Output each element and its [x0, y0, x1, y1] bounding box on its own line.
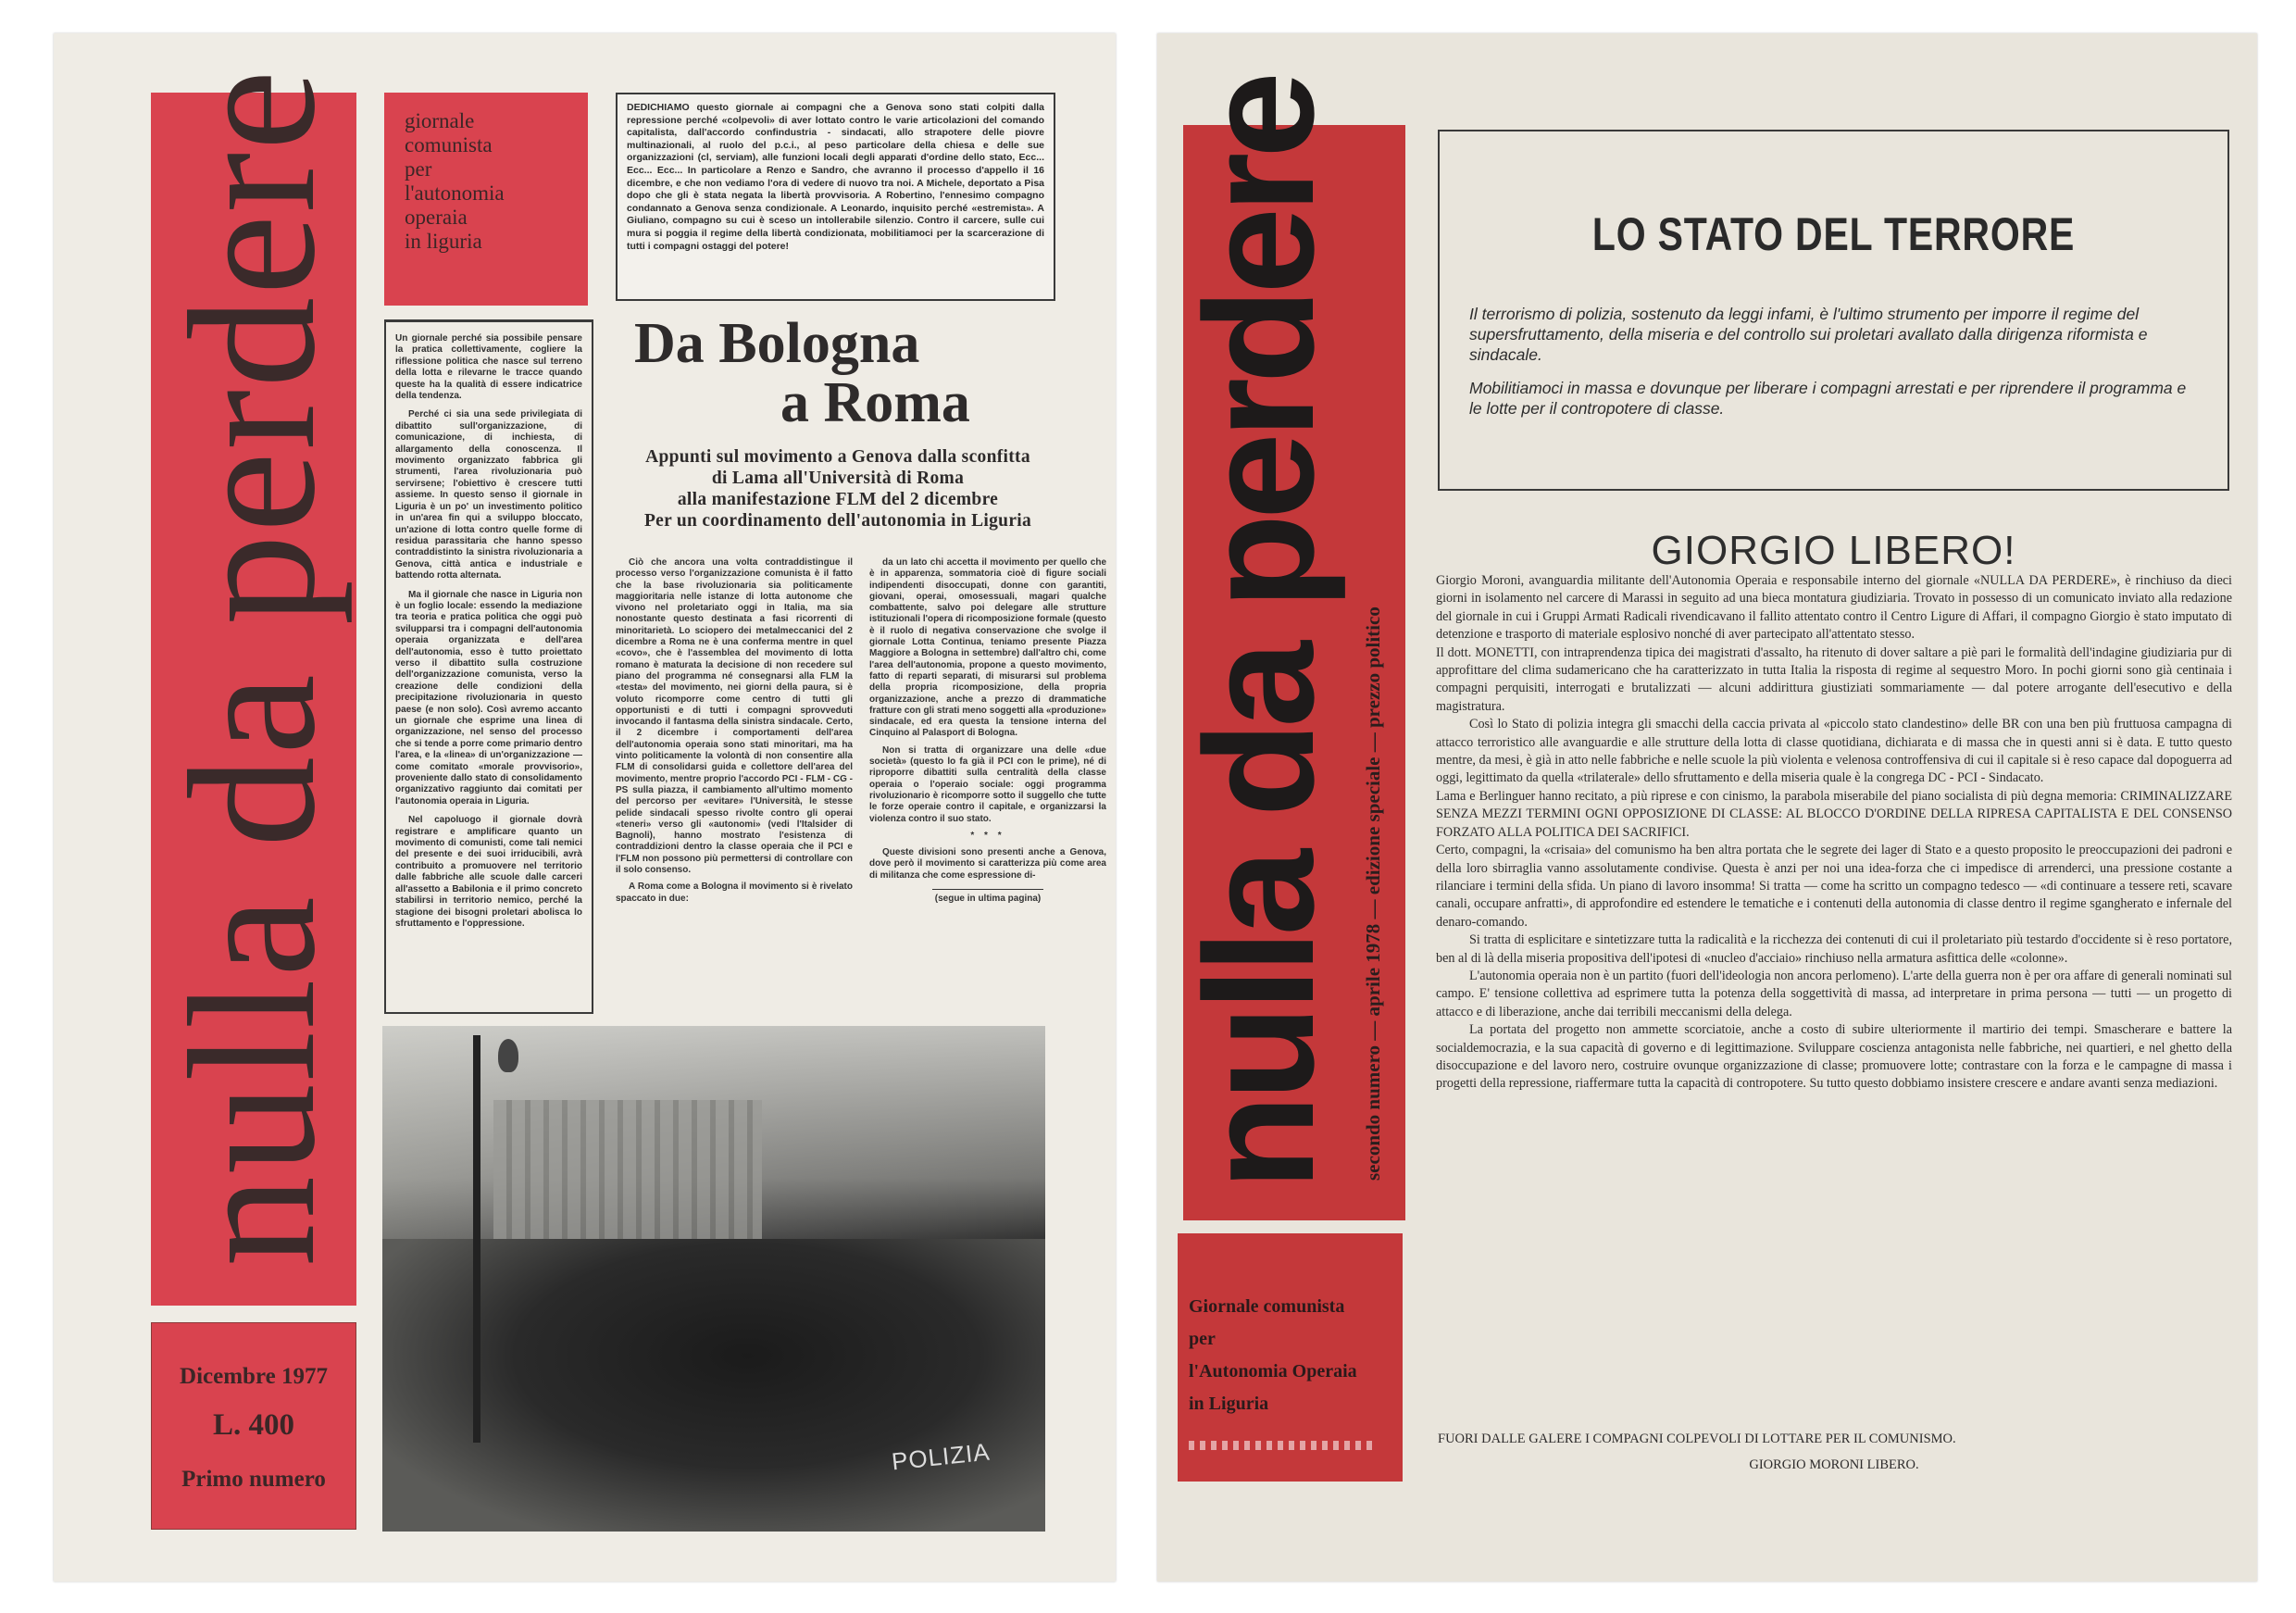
- article-paragraph: da un lato chi accetta il movimento per quello che è in apparenza, sommatoria cioè di figure sociali indipendenti disoccupati, donne con garantiti, giovani, operai, omosessuali, magari qualche combattente, salvo poi delegare alle strutture istituzionali l'opera di ricomposizione formale (questo è il ruolo di negativa conservazione che svolge il giornale Lotta Continua, teniamo presente Piazza Maggiore a Bologna in settembre) dall'altro chi, come l'area dell'autonomia, propone a questo movimento, fatto di reparti separati, di misurarsi sul problema della propria ricomposizione, della propria organizzazione, anche a prezzo di drammatiche fratture con gli strati meno soggetti alla «produzione» sindacale, ed era questa la tensione interna del Cinquino al Palasport di Bologna.: [869, 557, 1106, 739]
- edition-line: secondo numero — aprile 1978 — edizione speciale — prezzo politico: [1362, 606, 1384, 1181]
- closing-slogans: [1436, 1428, 2232, 1476]
- body-paragraph: Il dott. MONETTI, con intraprendenza tipica dei magistrati d'assalto, ha ritenuto di dover saltare a piè pari le formalità dell'indagine giudiziaria pur di approfittare del clima sudamericano che ha caratterizzato in tutta Italia la risposta di regime al sequestro Moro. In pochi giorni sono già centinaia i compagni perquisiti, interrogati e brutalizzati — alcuni addirittura giustiziati sommariamente — dal potere arrogante dell'esecutivo e della magistratura.: [1436, 644, 2232, 714]
- issue-price: L. 400: [212, 1408, 294, 1442]
- newspaper-page-1: [54, 33, 1116, 1582]
- photo-lamp: [498, 1039, 518, 1072]
- masthead-strip: [1172, 77, 1405, 1220]
- editorial-paragraph: Ma il giornale che nasce in Liguria non è un foglio locale: essendo la mediazione tra teoria e pratica politica che oggi può svilupparsi tra i compagni dell'autonomia operaia organizzata e dell'area dell'autonomia, esso è tutto proiettato verso il dibattito sulla costruzione dell'organizzazione comunista, verso la creazione delle condizioni della precipitazione rivoluzionaria in questo paese (e non solo). Così avremo accanto un giornale che esprime una linea di organizzazione, nel senso del processo che si tende a porre come primario dentro l'area, e la «linea» di un'organizzazione — come comitato «morale provvisorio», proveniente dallo stato di consolidamento organizzativo raggiunto dai comitati per l'autonomia operaia in Liguria.: [395, 589, 582, 806]
- intro-paragraph: Mobilitiamoci in massa e dovunque per liberare i compagni arrestati e per riprendere il programma e le lotte per il contropotere di classe.: [1469, 379, 2187, 418]
- subtitle-line: Appunti sul movimento a Genova dalla sconfitta: [645, 447, 1030, 467]
- body-paragraph: Giorgio Moroni, avanguardia militante dell'Autonomia Operaia e responsabile interno del giornale «NULLA DA PERDERE», è rinchiuso da dieci giorni in isolamento nel carcere di Marassi in seguito ad una bieca montatura giudiziaria. Trovato in possesso di un comunicato inviato alla redazione del giornale in cui i Gruppi Armati Radicali rivendicavano il fallito attentato contro il Centro Ligure di Affari, il compagno Giorgio è stato imputato di detenzione e trasporto di materiale esplosivo nonché di aver partecipato all'attentato stesso.: [1436, 573, 2232, 643]
- tagline-line: per: [405, 157, 432, 181]
- dedication-box: DEDICHIAMO questo giornale ai compagni che a Genova sono stati colpiti dalla repressione perché «colpevoli» di aver lottato contro le varie articolazioni del comando capitalista, dall'accordo confindustria - sindacati, allo strapotere delle piovre multinazionali, al ruolo del p.c.i., al peso particolare della chiesa e delle sue organizzazioni (cl, serviam), alle funzioni locali degli apparati d'ordine dello stato, Ecc... Ecc... Ecc... In particolare a Renzo e Sandro, che avranno il processo d'appello il 16 dicembre, e che non vediamo l'ora di vedere di nuovo tra noi. A Michele, deportato a Pisa dopo che gli è stata negata la libertà provvisoria. A Robertino, l'ennesimo compagno condannato a Genova senza condizionale. A Leonardo, inquisito perché «estremista». A Giuliano, compagno su cui è sceso un intollerabile silenzio. Contro il carcere, sulle cui mura si poggia il regime della libertà condizionata, mobilitiamoci per la scarcerazione di tutti i compagni ostaggi del potere!: [616, 93, 1055, 301]
- article-body: [1436, 572, 2232, 1094]
- masthead-strip: [151, 68, 356, 1306]
- editorial-paragraph: Nel capoluogo il giornale dovrà registrare e amplificare quanto un movimento di comunisti, come tali nemici del presente e dei suoi irriducibili, avrà contribuito a promuovere nel territorio dalle fabbriche alle scuole dalle carceri all'assetto a Babilonia e il primo concreto stabilirsi in territorio nemico, perché la stagione dei bisogni proletari abolisca lo sfruttamento e l'oppressione.: [395, 815, 582, 929]
- editorial-paragraph: Un giornale perché sia possibile pensare la pratica collettivamente, cogliere la riflessione politica che nasce sul terreno della lotta e rilevarne le tracce quando queste ha la qualità di essere indicatrice della tendenza.: [395, 333, 582, 402]
- sub-headline: GIORGIO LIBERO!: [1651, 528, 2016, 573]
- article-column-2: [869, 557, 1106, 1039]
- body-paragraph: La portata del progetto non ammette scorciatoie, anche a costo di subire ulteriormente il martirio dei tempi. Smascherare e battere la socialdemocrazia, e la sua capacità di governo e di legittimazione. Sviluppare coscienza antagonista nelle fabbriche, nei quartieri, e nel ghetto della disoccupazione e del lavoro nero, costruire ovunque organizzazione di classe; promuovere lotte; contrastare con la forza e le campagne di massa i progetti della repressione, riaffermare tutta la capacità di contropotere. Su tutto questo dobbiamo insistere crescere e andare avanti senza mediazioni.: [1436, 1022, 2232, 1092]
- slogan-line: GIORGIO MORONI LIBERO.: [1749, 1457, 1919, 1472]
- subtitle-line: alla manifestazione FLM del 2 dicembre: [677, 490, 999, 509]
- article-column-1: [616, 557, 853, 1039]
- issue-number: Primo numero: [181, 1467, 326, 1492]
- masthead-title: nulla da perdere: [152, 68, 353, 1267]
- body-paragraph: Così lo Stato di polizia integra gli smacchi della caccia privata al «piccolo stato clandestino» delle BR con una ben più fruttuosa campagna di attacco terroristico alle avanguardie e alle strutture della lotta di classe quotidiana, dichiarata e di massa che in questi anni si è data. E tutto questo mentre, da mesi, è già in atto nelle fabbriche e nelle scuole la più violenta e velenosa controffensiva di cui il capitale si è reso capace dal dopoguerra ad oggi, legittimato da quella «trilaterale» dello sfruttamento e della miseria quale è la congrega DC - PCI - Sindacato.: [1436, 717, 2232, 786]
- faded-print-mark: [1189, 1441, 1374, 1450]
- tagline-line: per: [1189, 1329, 1216, 1349]
- editorial-paragraph: Perché ci sia una sede privilegiata di dibattito sull'organizzazione, di comunicazione, di inchiesta, di allargamento della conoscenza. Il movimento organizzato fabbrica gli strumenti, l'area rivoluzionaria può servirsene; l'obiettivo è crescere tutti assieme. In questo senso il giornale in Liguria è un po' un investimento politico in un'area fin qui a sviluppo bloccato, un'azione di lotta contro quelle forme di residua parassitaria che hanno spesso contraddistinto la sinistra rivoluzionaria a Genova, città antica e industriale e battendo rotta alternata.: [395, 409, 582, 581]
- headline-line-1: Da Bologna: [634, 312, 920, 375]
- issue-date: Dicembre 1977: [180, 1364, 328, 1389]
- photo-banner-text: POLIZIA: [890, 1437, 992, 1476]
- headline-intro: [1469, 304, 2202, 431]
- headline-line-2: a Roma: [780, 371, 970, 434]
- tagline-line: Giornale comunista: [1189, 1296, 1345, 1317]
- newspaper-page-2: [1157, 33, 2257, 1582]
- tagline-line: in liguria: [405, 230, 482, 253]
- headline-box: [1438, 130, 2229, 491]
- article-headline: [616, 312, 1060, 531]
- masthead-title: nulla da perdere: [1172, 77, 1346, 1190]
- article-paragraph: Ciò che ancora una volta contraddistingue il processo verso l'organizzazione comunista è il fatto che la base rivoluzionaria sia politicamente maggioritaria nelle istanze di lotta autonome che vivono nel proletariato oggi in Italia, ma sia nonostante questo destinata a fasi ricorrenti di minoritarietà. Lo sciopero dei metalmeccanici del 2 dicembre a Roma ne è una conferma mentre in quel «covo», che è l'assemblea del movimento di lotta romano è maturata la decisione di non recedere sul piano del programma né consegnarsi alla FLM la «testa» del movimento, nei giorni della paura, si è voluto ricomporre come centro di tutti gli opportunisti e di tutti i compagni sprovveduti invocando il fantasma della sinistra sindacale. Certo, il 2 dicembre i comportamenti dell'area dell'autonomia operaia sono stati minoritari, ma ha vinto politicamente la volontà di non consentire alla FLM di consolidarsi guida e collettore dell'area del movimento, mentre proprio l'accordo PCI - FLM - CG - PS sulla piazza, il cambiamento all'ultimo momento del percorso per «evitare» l'Università, le stesse pelide sindacali spesso rivolte contro gli operai «teneri» verso gli «autonomi» (vedi l'Italsider di Bagnoli), hanno mostrato l'esistenza di contraddizioni dentro la classe operaia che il PCI e l'FLM non possono più permettersi di controllare con il solo consenso.: [616, 557, 853, 876]
- subtitle-line: di Lama all'Università di Roma: [711, 469, 965, 488]
- body-paragraph: L'autonomia operaia non è un partito (fuori dell'ideologia non ancora perlomeno). L'arte della guerra non è per ora affare di generali nominati sul campo. E' tensione collettiva ad esprimere tutta la potenza della soggettività di massa, ad interpretare in prima persona — tutti — un progetto di attacco e di liberazione, anche dai terribili meccanismi della delega.: [1436, 968, 2232, 1019]
- article-subtitle: [616, 446, 1060, 531]
- intro-paragraph: Il terrorismo di polizia, sostenuto da leggi infami, è l'ultimo strumento per imporre il regime del supersfruttamento, della miseria e del controllo sui proletari avallato dalla dirigenza riformista e sindacale.: [1469, 305, 2148, 364]
- slogan-line: FUORI DALLE GALERE I COMPAGNI COLPEVOLI DI LOTTARE PER IL COMUNISMO.: [1438, 1432, 1956, 1446]
- article-paragraph: A Roma come a Bologna il movimento si è rivelato spaccato in due:: [616, 882, 853, 904]
- tagline-line: operaia: [405, 206, 468, 229]
- tagline-line: comunista: [405, 133, 493, 156]
- issue-info-box: [151, 1322, 356, 1530]
- tagline-box: [1178, 1233, 1403, 1482]
- tagline-line: giornale: [405, 109, 475, 132]
- article-paragraph: Non si tratta di organizzare una delle «due società» (questo lo fa già il PCI con le prime), né di riproporre dibattiti sulla centralità della classe operaia o l'operaio sociale: oggi programma rivoluzionario è ricomporre sotto il suggello che tutte le forze operaie contro il capitale, e organizzarsi la violenza contro il suo stato.: [869, 744, 1106, 824]
- demonstration-photo: [382, 1026, 1045, 1532]
- editorial-column: [384, 319, 593, 1014]
- tagline-line: l'Autonomia Operaia: [1189, 1361, 1357, 1382]
- continued-note: (segue in ultima pagina): [932, 889, 1043, 905]
- body-paragraph: Certo, compagni, la «crisaia» del comunismo ha ben altra portata che le segrete dei lager di Stato e a questo proposito le preoccupazioni dei padroni e della loro sbirraglia vanno assolutamente condivise. Questa è anzi per noi una idea-forza che ci impedisce di arrenderci, una pressione costante a rilanciare i termini della sfida. Un piano di lavoro insomma! Si tratta — come ha scritto un compagno tedesco — «di continuare a tessere reti, scavare canali, occupare anfratti», di approfondire ed estendere le tematiche e i contenuti della autonomia di classe dentro il regime sgangherato e infernale del denaro-comando.: [1436, 843, 2232, 930]
- article-paragraph: Queste divisioni sono presenti anche a Genova, dove però il movimento si caratterizza più come area di militanza che come espressione di-: [869, 847, 1106, 881]
- section-separator: * * *: [970, 830, 1005, 841]
- subtitle-line: Per un coordinamento dell'autonomia in Liguria: [643, 511, 1032, 531]
- tagline-line: in Liguria: [1189, 1394, 1269, 1414]
- photo-lamppost: [473, 1035, 480, 1443]
- body-paragraph: Lama e Berlinguer hanno recitato, a più riprese e con cinismo, la parabola miserabile del piano socialista di più degna memoria: CRIMINALIZZARE SENZA MEZZI TERMINI OGNI OPPOSIZIONE DI CLASSE: AL BLOCCO D'ORDINE DELLA RIPRESA CAPITALISTA E DEL CONSENSO FORZATO ALLA POLITICA DEI SACRIFICI.: [1436, 788, 2232, 840]
- tagline-line: l'autonomia: [405, 181, 505, 205]
- body-paragraph: Si tratta di esplicitare e sintetizzare tutta la radicalità e la ricchezza dei contenuti di cui il proletariato più testardo d'occidente si è reso portatore, ben al di là della miseria propositiva dell'ipotesi di «nucleo d'acciaio» rinchiuso nella armatura asfittica delle «colonne».: [1436, 932, 2232, 966]
- tagline-box: [384, 93, 588, 306]
- article-body: [616, 557, 1106, 1039]
- main-headline: LO STATO DEL TERRORE: [1591, 208, 2076, 260]
- photo-crowd: [382, 1239, 1045, 1532]
